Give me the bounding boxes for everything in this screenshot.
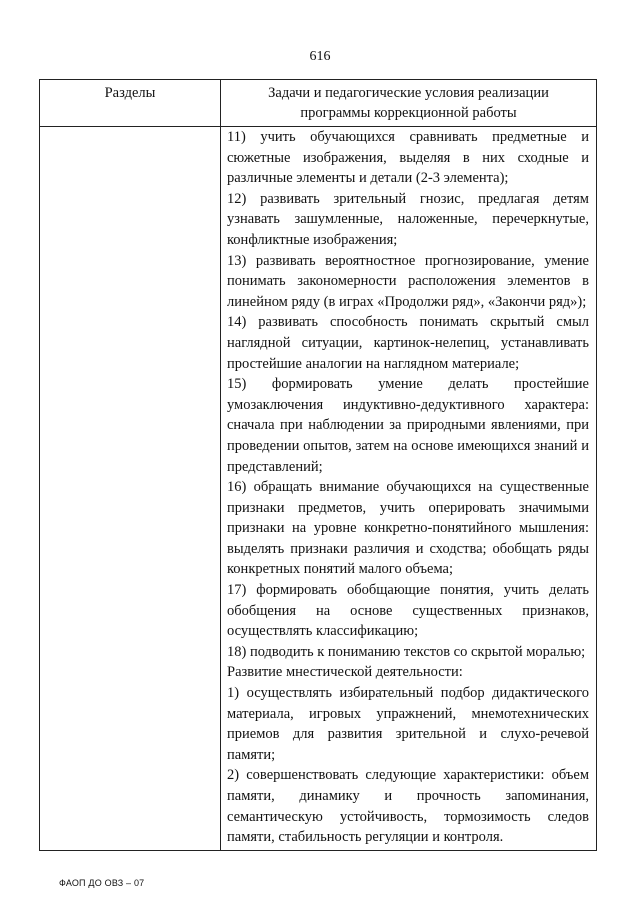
task-item-18: 18) подводить к пониманию текстов со скрытой моралью; bbox=[227, 643, 586, 660]
task-item-15: 15) формировать умение делать простейшие умозаключения индуктивно-дедуктивного характера: сначала при наблюдении за природными явлениями, при проведении опытов, затем на основе имеющихся знаний и представлений; bbox=[227, 376, 589, 475]
sections-cell bbox=[40, 127, 221, 851]
page-number: 616 bbox=[309, 49, 331, 64]
task-item-11: 11) учить обучающихся сравнивать предметные и сюжетные изображения, выделяя в них сходные и различные элементы и детали (2-3 элемента); bbox=[227, 129, 589, 187]
table-header-row bbox=[40, 80, 597, 127]
memory-item-1: 1) осуществлять избирательный подбор дидактического материала, игровых упражнений, мнемотехнических приемов для развития зрительной и слухо-речевой памяти; bbox=[227, 685, 589, 763]
task-item-12: 12) развивать зрительный гнозис, предлагая детям узнавать зашумленные, наложенные, перечеркнутые, конфликтные изображения; bbox=[227, 190, 589, 248]
tasks-cell bbox=[221, 127, 597, 851]
section-subheading: Развитие мнестической деятельности: bbox=[227, 664, 463, 681]
memory-item-2: 2) совершенствовать следующие характеристики: объем памяти, динамику и прочность запоминания, семантическую устойчивость, тормозимость следов памяти, стабильность регуляции и контроля. bbox=[227, 767, 589, 846]
task-item-17: 17) формировать обобщающие понятия, учить делать обобщения на основе существенных признаков, осуществлять классификацию; bbox=[227, 582, 589, 640]
task-item-14: 14) развивать способность понимать скрытый смыл наглядной ситуации, картинок-нелепиц, устанавливать простейшие аналогии на наглядном материале; bbox=[227, 314, 589, 372]
content-table bbox=[39, 79, 597, 851]
header-tasks bbox=[221, 80, 597, 127]
header-tasks-line1: Задачи и педагогические условия реализации bbox=[268, 85, 549, 101]
table-body-row bbox=[40, 127, 597, 851]
footer-code: ФАОП ДО ОВЗ – 07 bbox=[59, 878, 145, 888]
header-sections: Разделы bbox=[40, 80, 221, 127]
header-tasks-line2: программы коррекционной работы bbox=[300, 105, 517, 121]
task-item-16: 16) обращать внимание обучающихся на существенные признаки предметов, учить оперировать значимыми признаки на уровне конкретно-понятийного мышления: выделять признаки различия и сходства; обобщать ряды конкретных понятий малого объема; bbox=[227, 479, 589, 578]
task-item-13: 13) развивать вероятностное прогнозирование, умение понимать закономерности расположения элементов в линейном ряду (в играх «Продолжи ряд», «Закончи ряд»); bbox=[227, 252, 589, 310]
